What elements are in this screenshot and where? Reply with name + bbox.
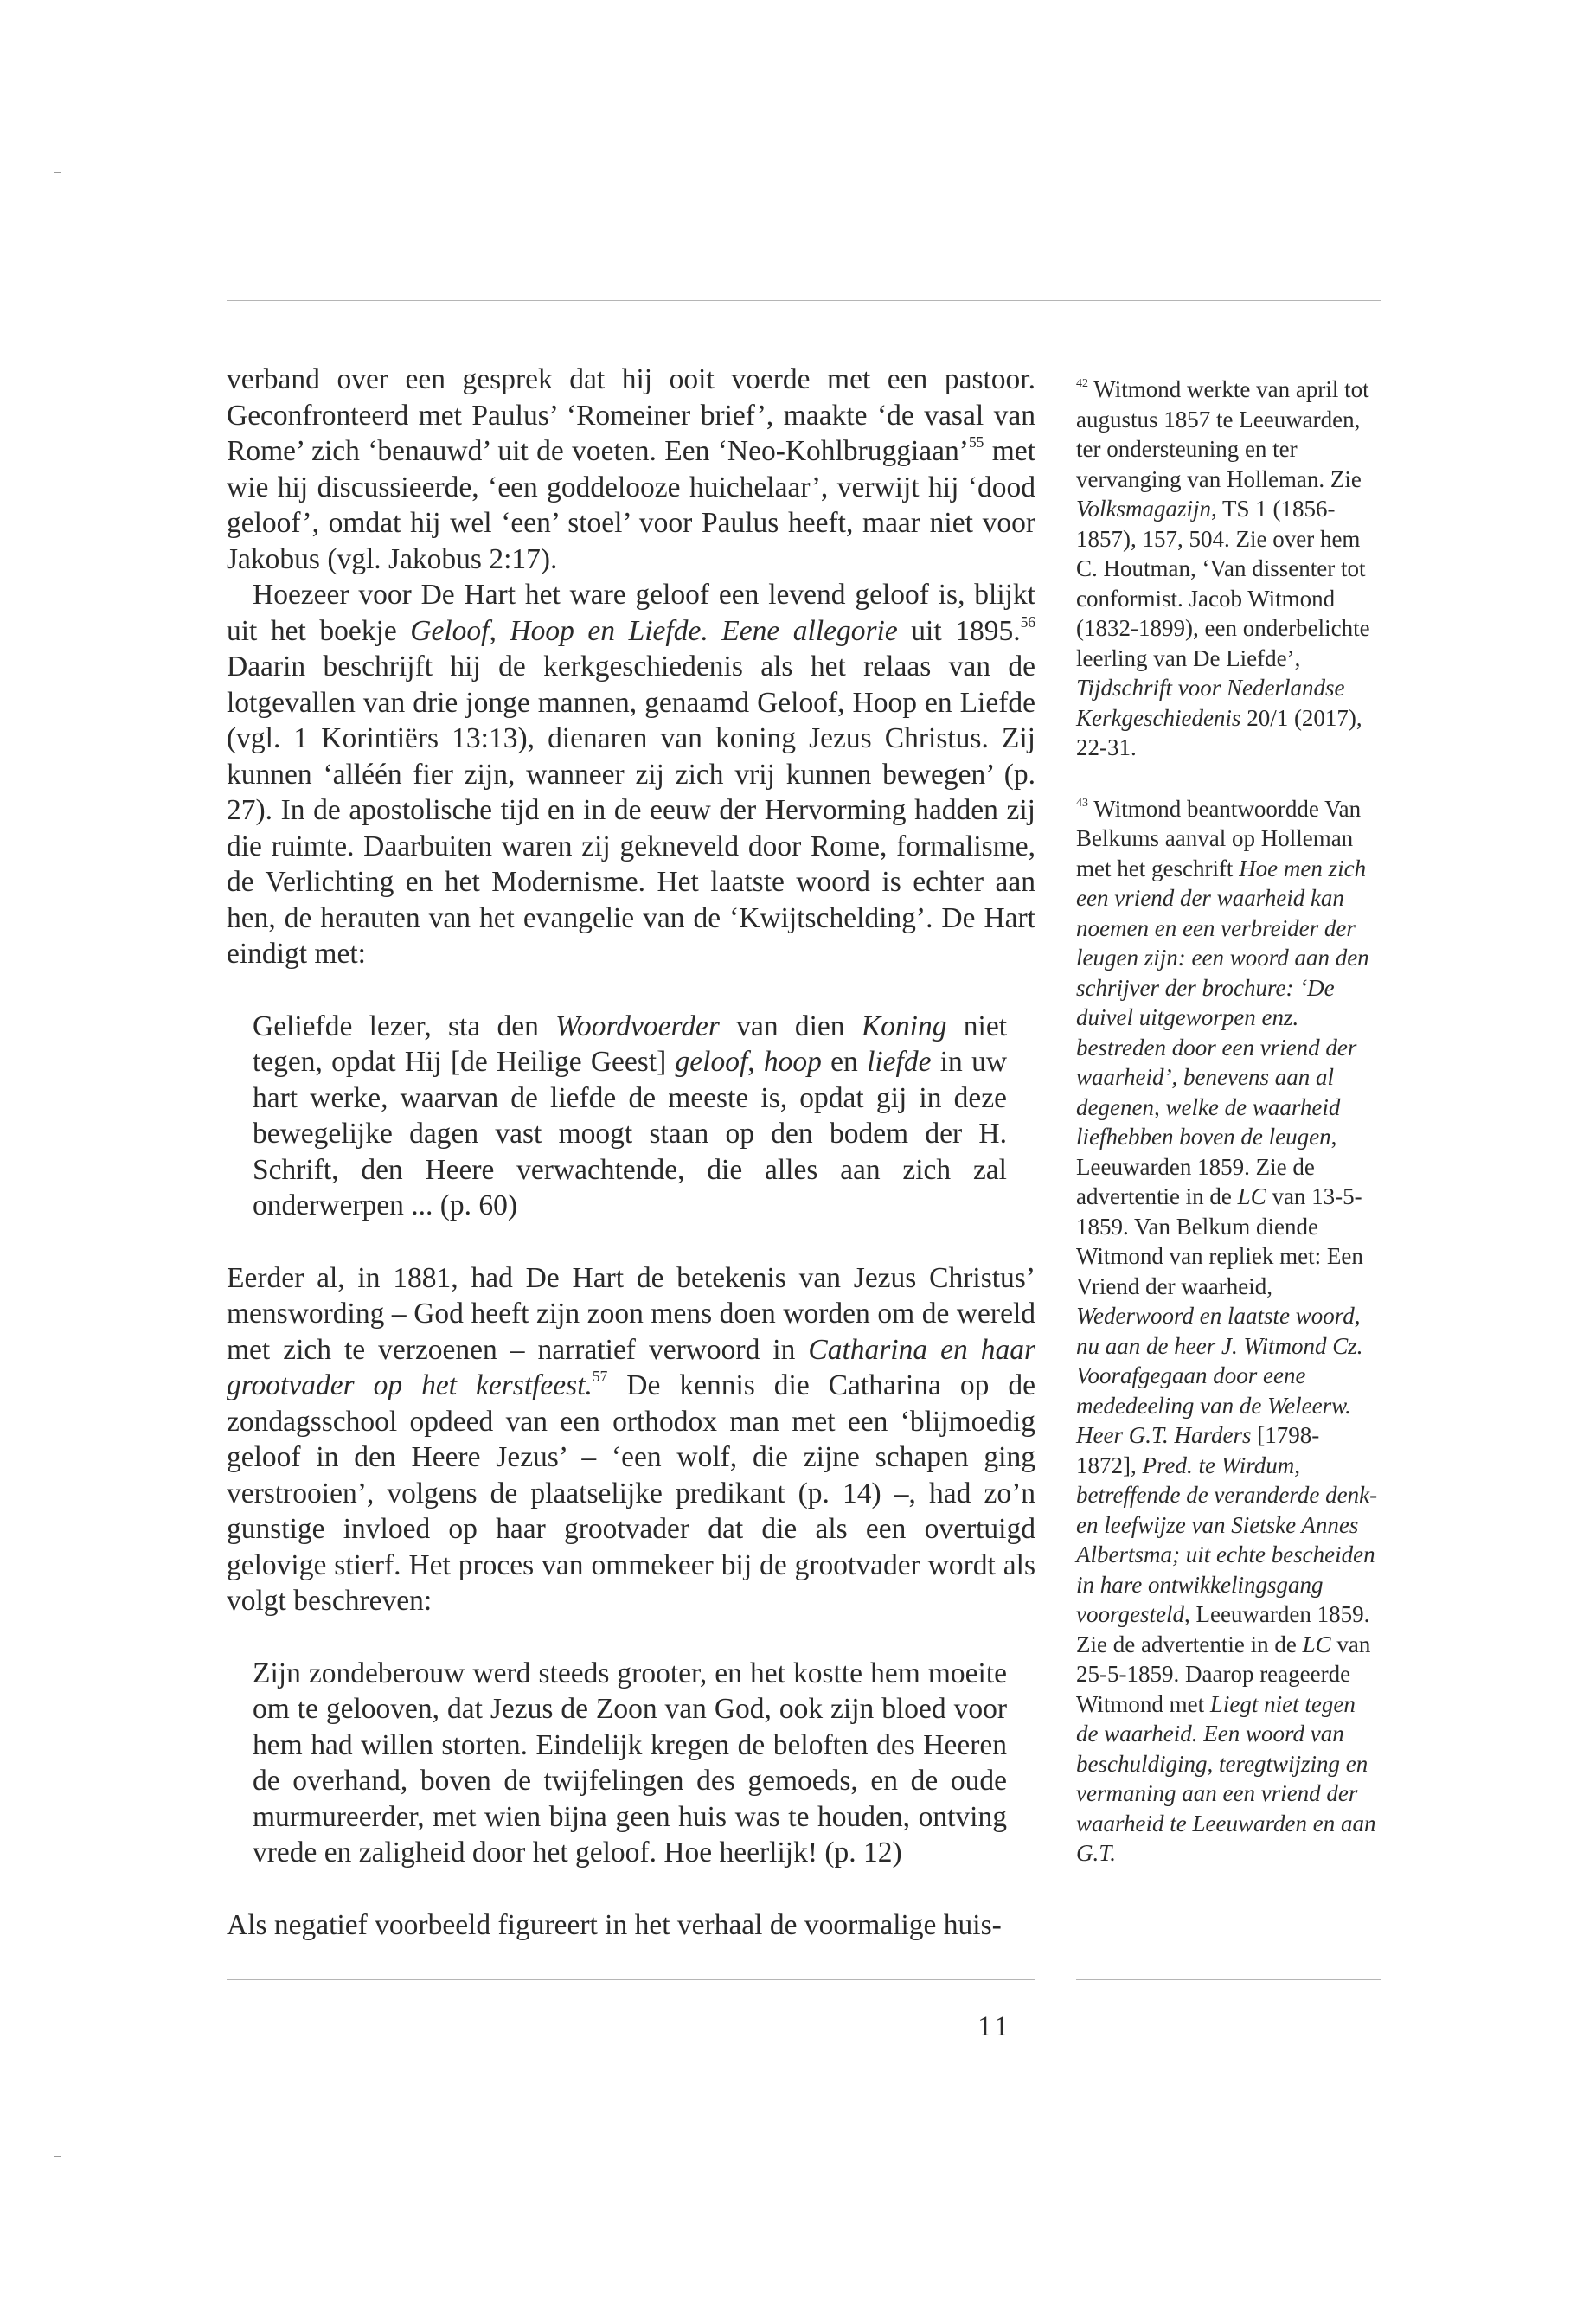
crop-mark bbox=[54, 2156, 61, 2157]
footnotes-column bbox=[1076, 375, 1379, 1868]
paragraph: Als negatief voorbeeld figureert in het verhaal de voormalige huis- bbox=[227, 1908, 1002, 1941]
main-text-column bbox=[227, 362, 1035, 1943]
footnote-43: $^{43}$ Witmond beantwoordde Van Belkums aanval op Holleman met het geschrift Hoe men zich een vriend der waarheid kan noemen en een verbreider der leugen zijn: een woord aan den schrijver der brochure: ‘De duivel uitgeworpen enz. bestreden door een vriend der waarheid’, benevens aan al degenen, welke de waarheid liefhebben boven de leugen, Leeuwarden 1859. Zie de advertentie in de LC van 13-5-1859. Van Belkum diende Witmond van repliek met: Een Vriend der waarheid, Wederwoord en laatste woord, nu aan de heer J. Witmond Cz. Voorafgegaan door eene mededeeling van de Weleerw. Heer G.T. Harders [1798-1872], Pred. te Wirdum, betreffende de veranderde denk- en leefwijze van Sietske Annes Albertsma; uit echte bescheiden in hare ontwikkelingsgang voorgesteld, Leeuwarden 1859. Zie de advertentie in de LC van 25-5-1859. Daarop reageerde Witmond met Liegt niet tegen de waarheid. Een woord van beschuldiging, teregtwijzing en vermaning aan een vriend der waarheid te Leeuwarden en aan G.T. bbox=[1076, 795, 1378, 1866]
footnote-42: $^{42}$ Witmond werkte van april tot augustus 1857 te Leeuwarden, ter ondersteuning en ter vervanging van Holleman. Zie Volksmagazijn, TS 1 (1856-1857), 157, 504. Zie over hem C. Houtman, ‘Van dissenter tot conformist. Jacob Witmond (1832-1899), een onderbelichte leerling van De Liefde’, Tijdschrift voor Nederlandse Kerkgeschiedenis 20/1 (2017), 22-31. bbox=[1076, 376, 1370, 760]
block-quote: Zijn zondeberouw werd steeds grooter, en het kostte hem moeite om te gelooven, dat Jezus de Zoon van God, ook zijn bloed voor hem had willen storten. Eindelijk kregen de beloften des Heeren de overhand, boven de twijfelingen des gemoeds, en de oude murmureerder, met wien bijna geen huis was te houden, ontving vrede en zaligheid door het geloof. Hoe heerlijk! (p. 12) bbox=[253, 1657, 1007, 1868]
paragraph: verband over een gesprek dat hij ooit voerde met een pastoor. Geconfronteerd met Paulus’ ‘Romeiner brief’, maakte ‘de vasal van Rome’ zich ‘benauwd’ uit de voeten. Een ‘Neo-Kohlbruggiaan’$^{55}$ met wie hij discussieerde, ‘een goddelooze huichelaar’, verwijt hij ‘dood geloof’, omdat hij wel ‘een’ stoel’ voor Paulus heeft, maar niet voor Jakobus (vgl. Jakobus 2:17). bbox=[227, 363, 1036, 575]
block-quote: Geliefde lezer, sta den Woordvoerder van dien Koning niet tegen, opdat Hij [de Heilige Geest] geloof, hoop en liefde in uw hart werke, waarvan de liefde de meeste is, opdat gij in deze bewegelijke dagen vast moogt staan op den bodem der H. Schrift, den Heere verwachtende, die alles aan zich zal onderwerpen ... (p. 60) bbox=[253, 1009, 1008, 1221]
footer-rule-main bbox=[227, 1979, 1035, 1980]
paragraph: Hoezeer voor De Hart het ware geloof een levend geloof is, blijkt uit het boekje Geloof, Hoop en Liefde. Eene allegorie uit 1895.56 Daarin beschrijft hij de kerkgeschiedenis als het relaas van de lotgevallen van drie jonge mannen, genaamd Geloof, Hoop en Liefde (vgl. 1 Korintiërs 13:13), dienaren van koning Jezus Christus. Zij kunnen ‘alléén fier zijn, wanneer zij zich vrij kunnen bewegen’ (p. 27). In de apostolische tijd en in de eeuw der Hervorming hadden zij die ruimte. Daarbuiten waren zij gekneveld door Rome, formalisme, de Verlichting en het Modernisme. Het laatste woord is echter aan hen, de herauten van het evangelie van de ‘Kwijtschelding’. De Hart eindigt met: bbox=[227, 579, 1035, 970]
header-rule bbox=[227, 300, 1381, 301]
footnote-ref: 56 bbox=[1020, 612, 1035, 631]
footnote-ref: 57 bbox=[592, 1368, 608, 1386]
crop-mark bbox=[54, 172, 61, 173]
footer-rule-side bbox=[1076, 1979, 1381, 1980]
footnote-ref: 55 bbox=[968, 433, 984, 452]
paragraph: Eerder al, in 1881, had De Hart de betekenis van Jezus Christus’ menswording – God heeft zijn zoon mens doen worden om de wereld met zich te verzoenen – narratief verwoord in Catharina en haar grootvader op het kerstfeest.$^{57}$ De kennis die Catharina op de zondagsschool opdeed van een orthodox man met een ‘blijmoedig geloof in den Heere Jezus’ – ‘een wolf, die zijne schapen ging verstrooien’, volgens de plaatselijke predikant (p. 14) –, had zo’n gunstige invloed op haar grootvader dat die als een overtuigd gelovige stierf. Het proces van ommekeer bij de grootvader wordt als volgt beschreven: bbox=[227, 1261, 1035, 1617]
page-number: 11 bbox=[977, 2011, 1012, 2042]
